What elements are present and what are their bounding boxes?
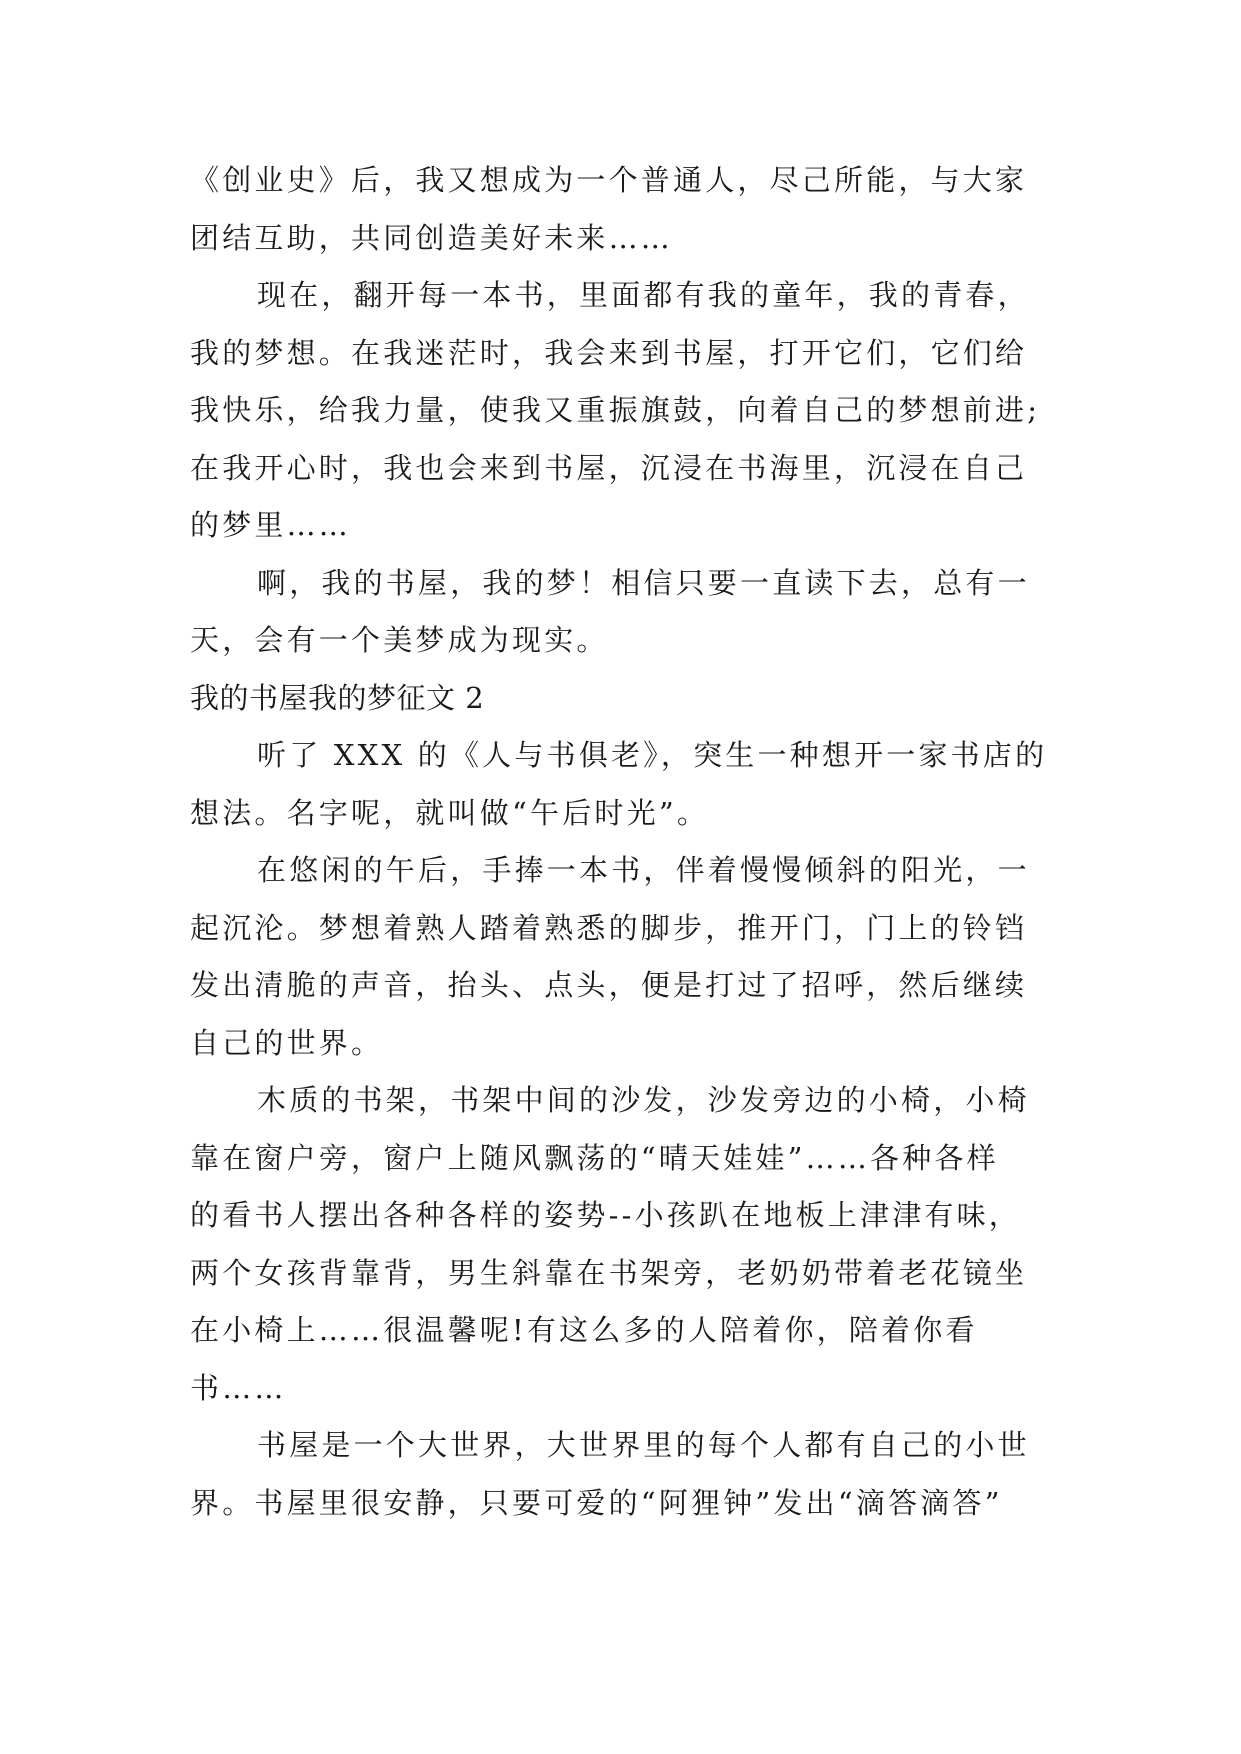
text-line-14: 起沉沦。梦想着熟人踏着熟悉的脚步，推开门，门上的铃铛: [190, 910, 1028, 945]
text-line-15: 发出清脆的声音，抬头、点头，便是打过了招呼，然后继续: [190, 968, 1028, 1002]
text-line-19: 的看书人摆出各种各样的姿势--小孩趴在地板上津津有味，: [190, 1198, 1021, 1232]
section-heading: 我的书屋我的梦征文 2: [190, 680, 485, 715]
text-line-20: 两个女孩背靠背，男生斜靠在书架旁，老奶奶带着老花镜坐: [190, 1255, 1028, 1290]
text-line-07: 的梦里……: [190, 508, 352, 542]
document-body: [190, 152, 1050, 1532]
text-line-22: 书……: [190, 1370, 287, 1405]
text-line-06: 在我开心时，我也会来到书屋，沉浸在书海里，沉浸在自己: [190, 450, 1028, 485]
text-line-04: 我的梦想。在我迷茫时，我会来到书屋，打开它们，它们给: [190, 335, 1028, 370]
text-line-05: 我快乐，给我力量，使我又重振旗鼓，向着自己的梦想前进;: [190, 393, 1041, 427]
text-line-24: 界。书屋里很安静，只要可爱的“阿狸钟”发出“滴答滴答”: [190, 1485, 1003, 1520]
text-line-18: 靠在窗户旁，窗户上随风飘荡的“晴天娃娃”……各种各样: [190, 1140, 999, 1175]
text-line-08: 啊，我的书屋，我的梦！相信只要一直读下去，总有一: [257, 565, 1030, 600]
text-line-16: 自己的世界。: [190, 1025, 384, 1060]
text-line-01: 《创业史》后，我又想成为一个普通人，尽己所能，与大家: [190, 163, 1028, 197]
text-line-13: 在悠闲的午后，手捧一本书，伴着慢慢倾斜的阳光，一: [257, 853, 1030, 887]
text-line-21: 在小椅上……很温馨呢!有这么多的人陪着你，陪着你看: [190, 1313, 978, 1347]
text-line-12: 想法。名字呢，就叫做“午后时光”。: [190, 795, 710, 830]
text-line-11: 听了 XXX 的《人与书俱老》，突生一种想开一家书店的: [257, 738, 1048, 772]
text-line-17: 木质的书架，书架中间的沙发，沙发旁边的小椅，小椅: [257, 1083, 1030, 1117]
text-line-23: 书屋是一个大世界，大世界里的每个人都有自己的小世: [257, 1428, 1030, 1462]
text-line-09: 天，会有一个美梦成为现实。: [190, 623, 609, 657]
text-line-03: 现在，翻开每一本书，里面都有我的童年，我的青春，: [257, 278, 1030, 312]
text-line-02: 团结互助，共同创造美好未来……: [190, 220, 674, 255]
